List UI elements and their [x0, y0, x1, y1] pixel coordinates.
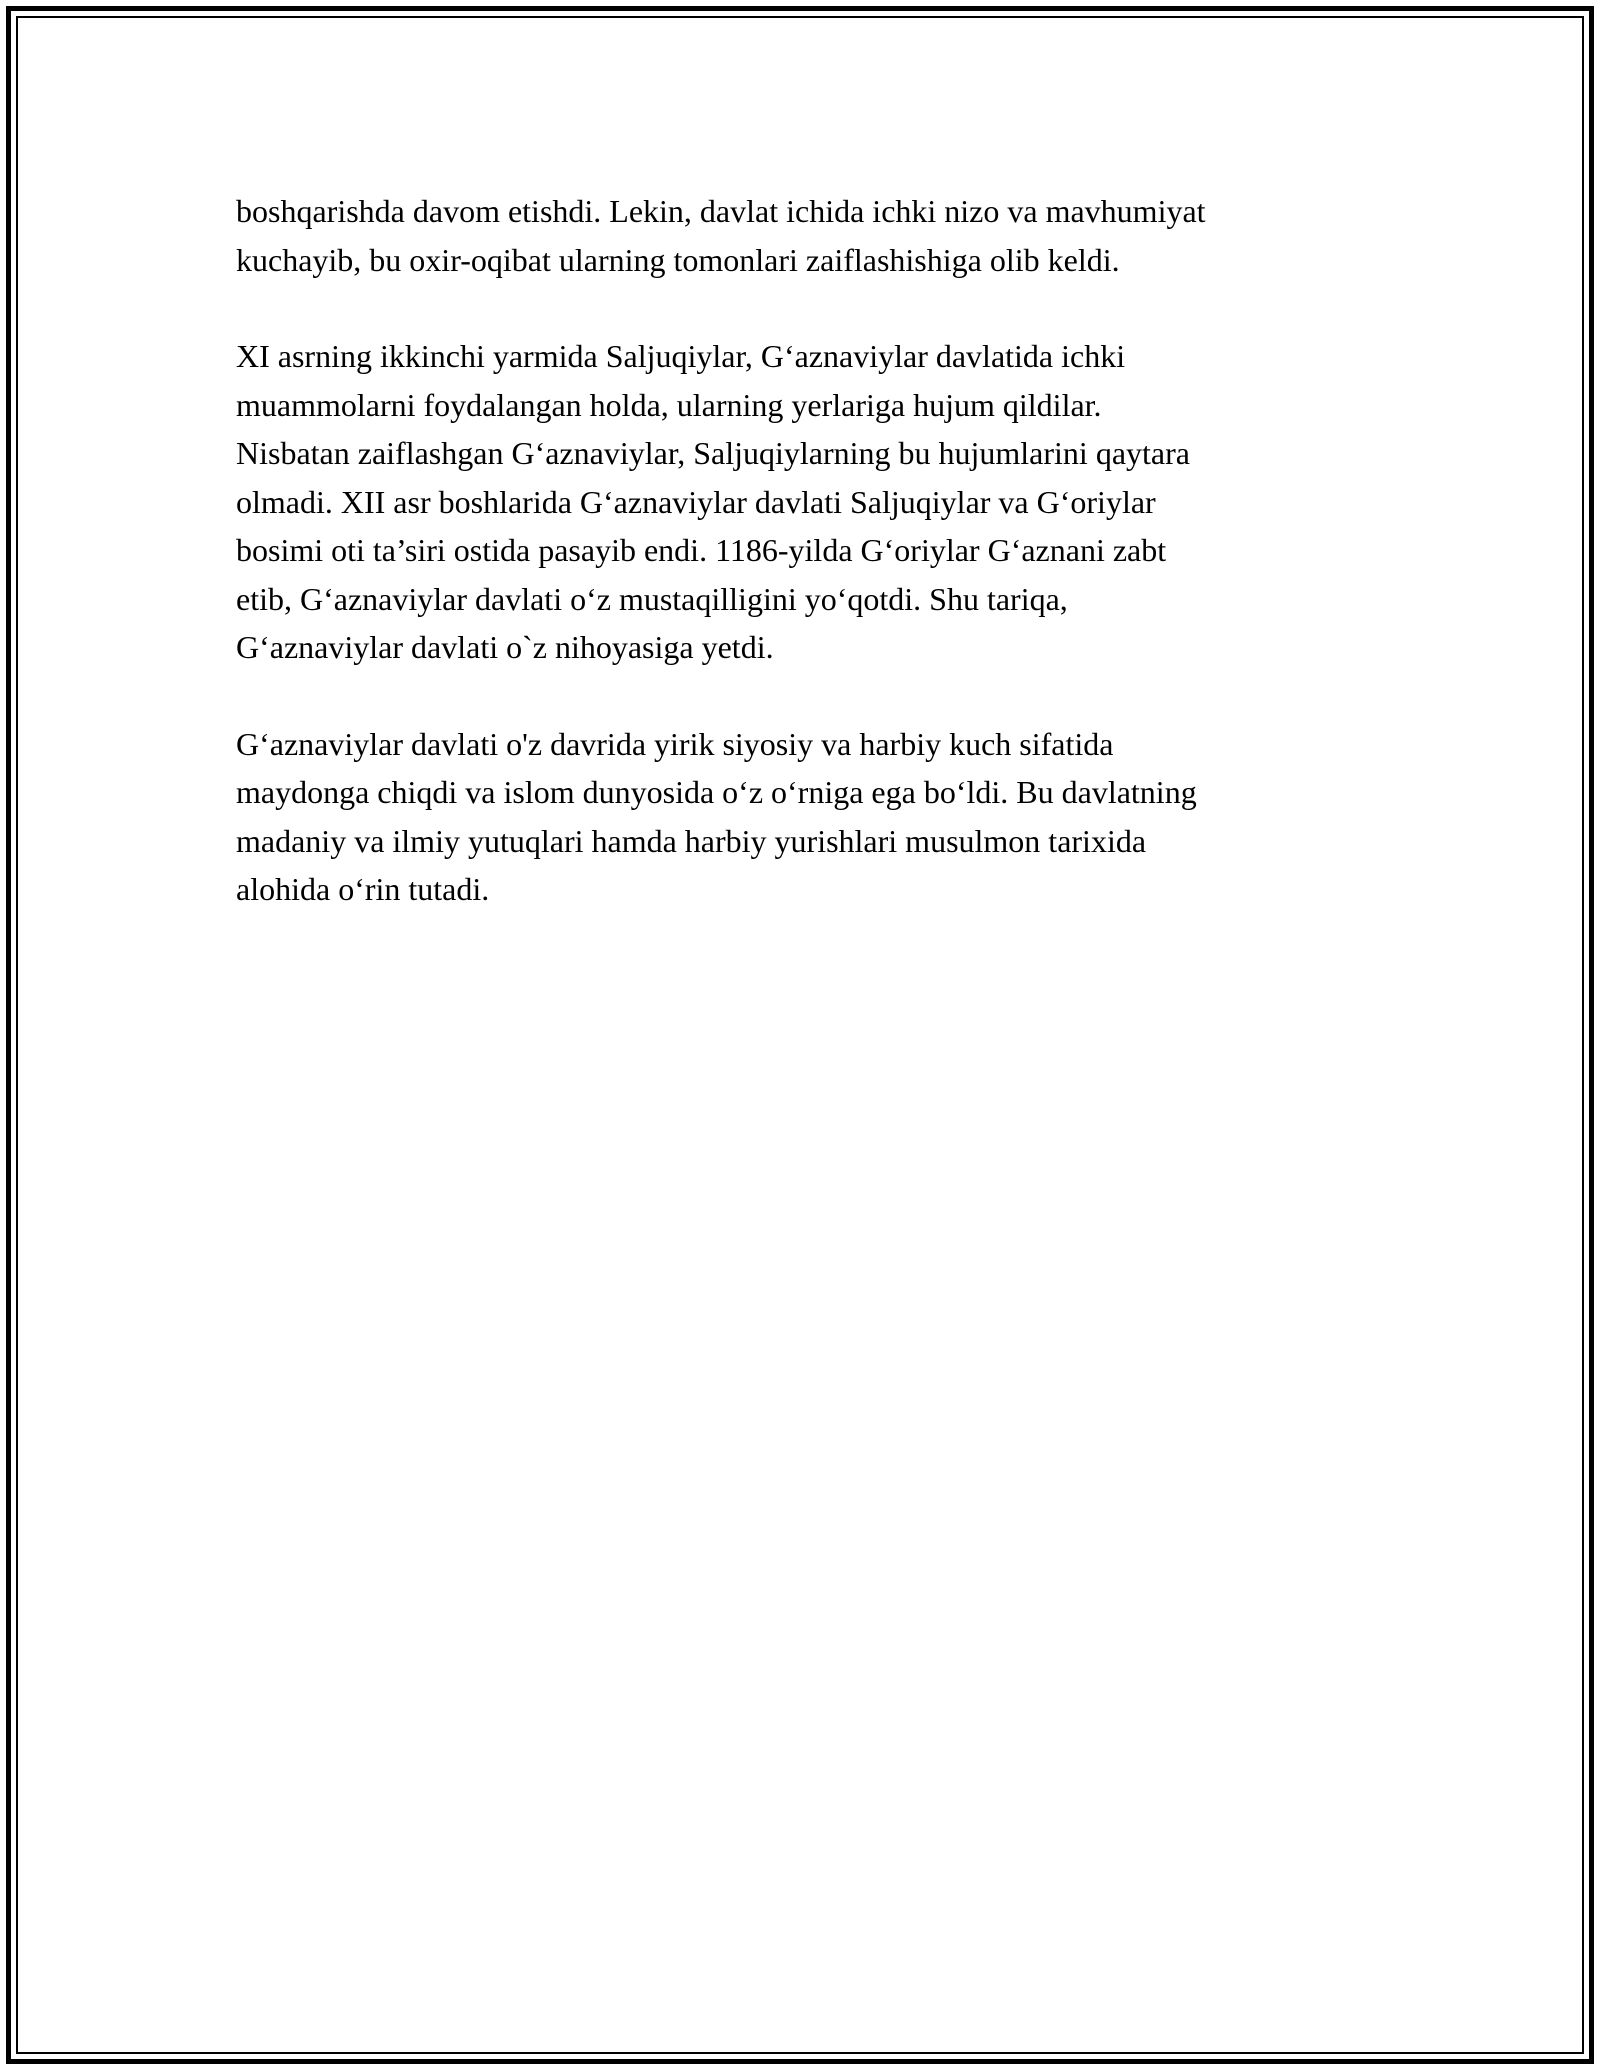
paragraph-3: G‘aznaviylar davlati o'z davrida yirik siyosiy va harbiy kuch sifatida maydonga chiqdi va islom dunyosida o‘z o‘rniga ega bo‘ldi. Bu davlatning madaniy va ilmiy yutuqlari hamda harbiy yurishlari musulmon tarixida alohida o‘rin tutadi.	[236, 725, 1197, 907]
paragraph-2: XI asrning ikkinchi yarmida Saljuqiylar, G‘aznaviylar davlatida ichki muammolarni foydalangan holda, ularning yerlariga hujum qildilar. Nisbatan zaiflashgan G‘aznaviylar, Saljuqiylarning bu hujumlarini qaytara olmadi. XII asr boshlarida G‘aznaviylar davlati Saljuqiylar va G‘oriylar bosimi oti ta’siri ostida pasayib endi. 1186-yilda G‘oriylar G‘aznani zabt etib, G‘aznaviylar davlati o‘z mustaqilligini yo‘qotdi. Shu tariqa, G‘aznaviylar davlati o`z nihoyasiga yetdi.	[236, 338, 1190, 665]
paragraph-1: boshqarishda davom etishdi. Lekin, davlat ichida ichki nizo va mavhumiyat kuchayib, bu oxir-oqibat ularning tomonlari zaiflashishiga olib keldi.	[236, 193, 1206, 278]
document-body	[236, 187, 1356, 962]
